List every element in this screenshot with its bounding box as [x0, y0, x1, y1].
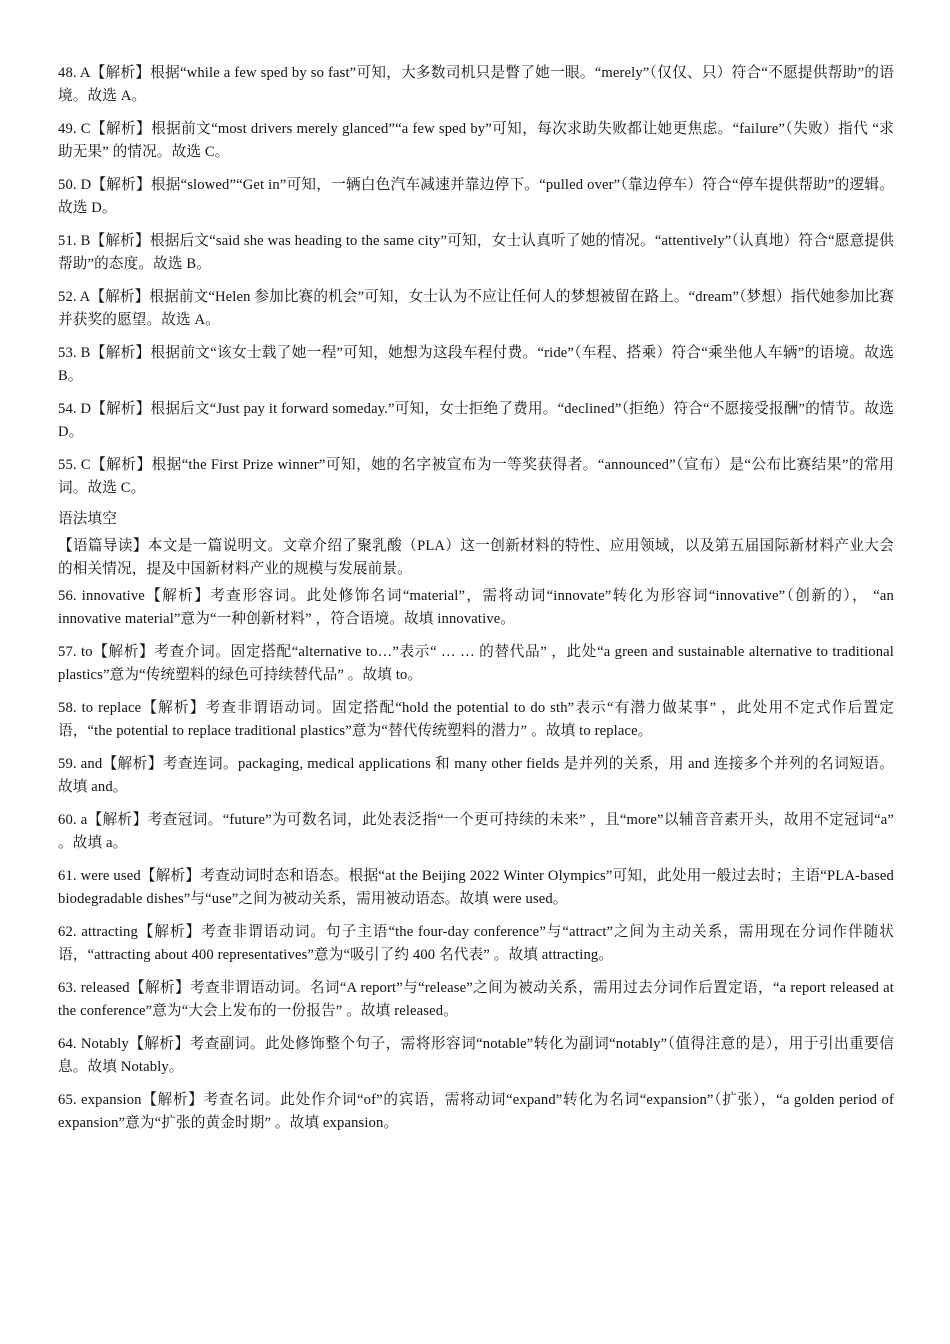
- answer-item-55: 55. C【解析】根据“the First Prize winner”可知，她的名字被宣布为一等奖获得者。“announced”（宣布）是“公布比赛结果”的常用词。故选 C。: [58, 457, 894, 496]
- section-title: 语法填空: [58, 511, 117, 527]
- answer-item-50: 50. D【解析】根据“slowed”“Get in”可知，一辆白色汽车减速并靠边停下。“pulled over”（靠边停车）符合“停车提供帮助”的逻辑。故选 D。: [58, 177, 894, 216]
- answer-item-62: 62. attracting【解析】考查非谓语动词。句子主语“the four-day conference”与“attract”之间为主动关系，需用现在分词作伴随状语，“attracting about 400 representatives”意为“吸引了约 400 名代表” 。故填 attracting。: [58, 924, 894, 963]
- answer-item-61: 61. were used【解析】考查动词时态和语态。根据“at the Beijing 2022 Winter Olympics”可知，此处用一般过去时；主语“PLA-based biodegradable dishes”与“use”之间为被动关系，需用被动语态。故填 were used。: [58, 868, 894, 907]
- answer-item-49: 49. C【解析】根据前文“most drivers merely glanced”“a few sped by”可知，每次求助失败都让她更焦虑。“failure”（失败）指代 “求助无果” 的情况。故选 C。: [58, 121, 894, 160]
- answer-item-58: 58. to replace【解析】考查非谓语动词。固定搭配“hold the potential to do sth”表示“有潜力做某事” ，此处用不定式作后置定语，“the potential to replace traditional plastics”意为“替代传统塑料的潜力” 。故填 to replace。: [58, 700, 894, 739]
- answer-item-65: 65. expansion【解析】考查名词。此处作介词“of”的宾语，需将动词“expand”转化为名词“expansion”（扩张），“a golden period of expansion”意为“扩张的黄金时期” 。故填 expansion。: [58, 1092, 894, 1131]
- answer-item-63: 63. released【解析】考查非谓语动词。名词“A report”与“release”之间为被动关系，需用过去分词作后置定语，“a report released at the conference”意为“大会上发布的一份报告” 。故填 released。: [58, 980, 894, 1019]
- answer-item-52: 52. A【解析】根据前文“Helen 参加比赛的机会”可知，女士认为不应让任何人的梦想被留在路上。“dream”（梦想）指代她参加比赛并获奖的愿望。故选 A。: [58, 289, 894, 328]
- answer-item-53: 53. B【解析】根据前文“该女士载了她一程”可知，她想为这段车程付费。“ride”（车程、搭乘）符合“乘坐他人车辆”的语境。故选 B。: [58, 345, 894, 384]
- answer-item-57: 57. to【解析】考查介词。固定搭配“alternative to…”表示“ … … 的替代品” ，此处“a green and sustainable alternative to traditional plastics”意为“传统塑料的绿色可持续替代品” 。故填 to。: [58, 644, 894, 683]
- passage-intro: 【语篇导读】本文是一篇说明文。文章介绍了聚乳酸（PLA）这一创新材料的特性、应用领域，以及第五届国际新材料产业大会的相关情况，提及中国新材料产业的规模与发展前景。: [58, 538, 894, 577]
- answer-item-51: 51. B【解析】根据后文“said she was heading to the same city”可知，女士认真听了她的情况。“attentively”（认真地）符合“愿意提供帮助”的态度。故选 B。: [58, 233, 894, 272]
- answer-item-64: 64. Notably【解析】考查副词。此处修饰整个句子，需将形容词“notable”转化为副词“notably”（值得注意的是），用于引出重要信息。故填 Notably。: [58, 1036, 894, 1075]
- answer-item-54: 54. D【解析】根据后文“Just pay it forward someday.”可知，女士拒绝了费用。“declined”（拒绝）符合“不愿接受报酬”的情节。故选 D。: [58, 401, 894, 440]
- answer-item-48: 48. A【解析】根据“while a few sped by so fast”可知，大多数司机只是瞥了她一眼。“merely”（仅仅、只）符合“不愿提供帮助”的语境。故选 A。: [58, 65, 894, 104]
- answer-item-56: 56. innovative【解析】考查形容词。此处修饰名词“material”，需将动词“innovate”转化为形容词“innovative”（创新的）， “an innovative material”意为“一种创新材料” ，符合语境。故填 innovative。: [58, 588, 894, 627]
- answer-item-59: 59. and【解析】考查连词。packaging, medical applications 和 many other fields 是并列的关系，用 and 连接多个并列的名词短语。故填 and。: [58, 756, 894, 795]
- answer-item-60: 60. a【解析】考查冠词。“future”为可数名词，此处表泛指“一个更可持续的未来” ，且“more”以辅音音素开头，故用不定冠词“a” 。故填 a。: [58, 812, 894, 851]
- answer-key-page: [58, 62, 894, 1145]
